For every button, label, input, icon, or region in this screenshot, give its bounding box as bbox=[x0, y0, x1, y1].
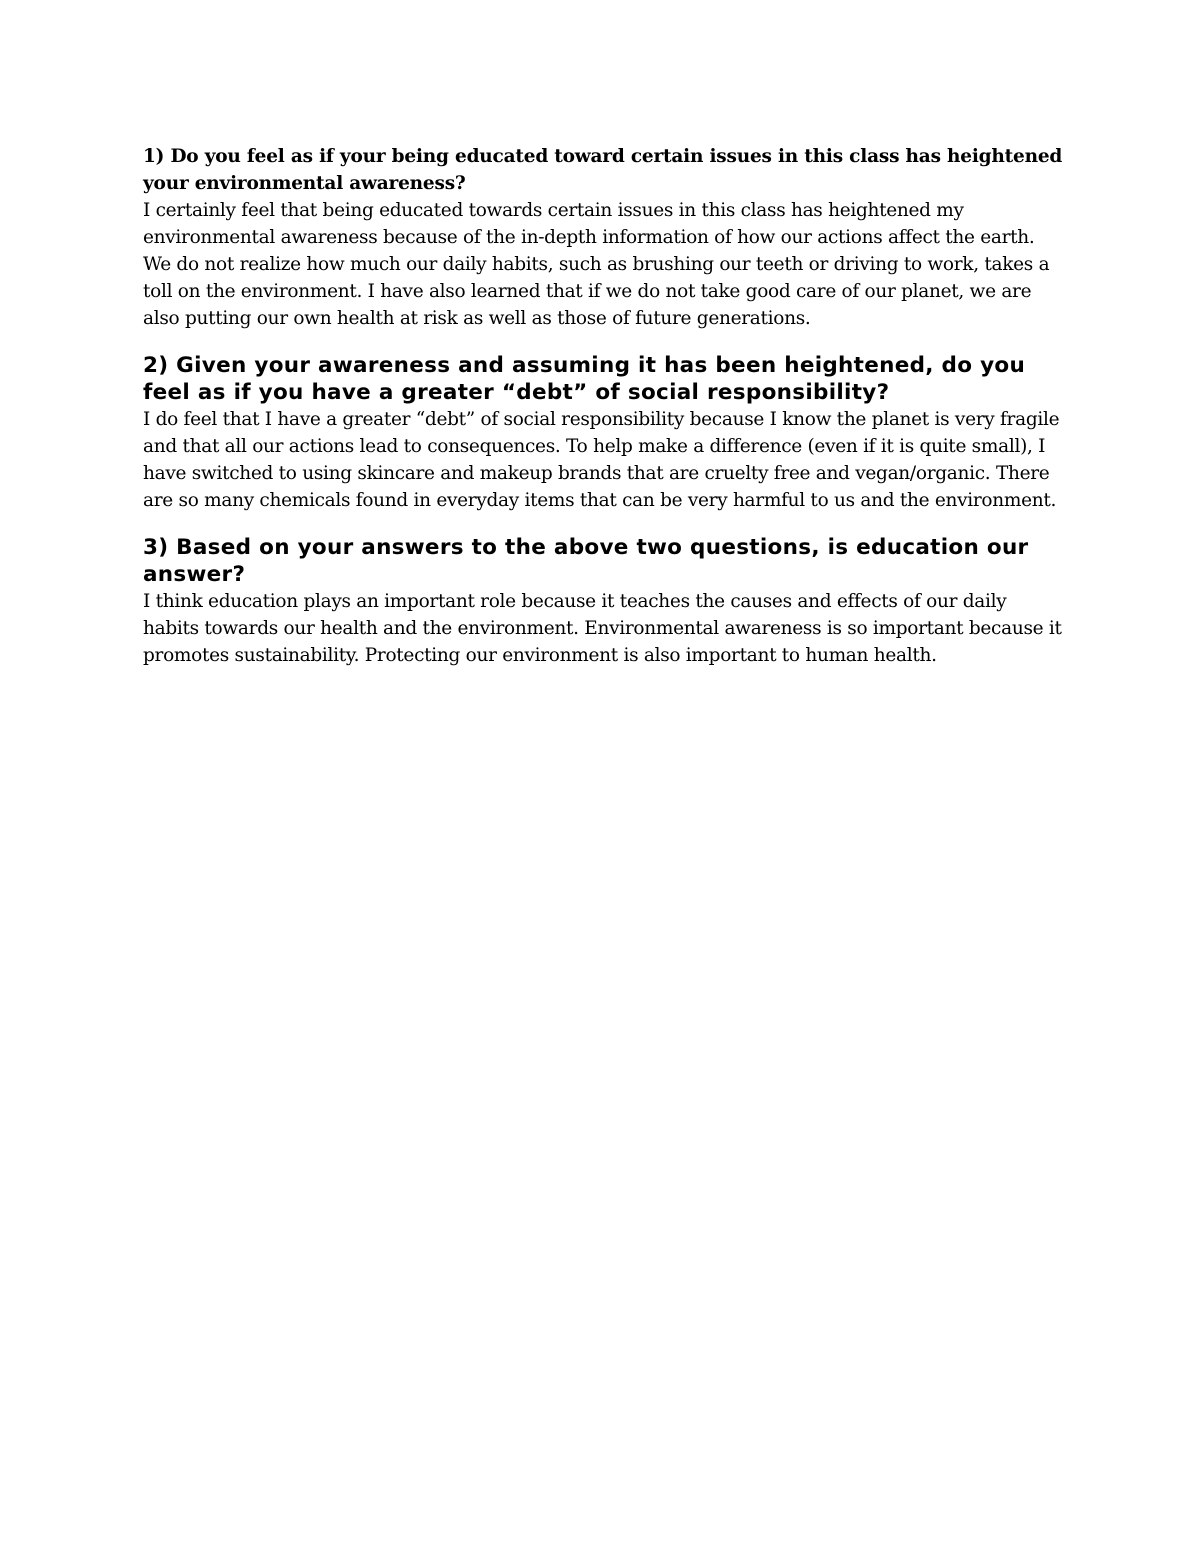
document-page bbox=[143, 143, 1063, 669]
answer-1-text: I certainly feel that being educated towards certain issues in this class has heightened my environmental awareness because of the in-depth information of how our actions affect the earth. We do not realize how much our daily habits, such as brushing our teeth or driving to work, takes a toll on the environment. I have also learned that if we do not take good care of our planet, we are also putting our own health at risk as well as those of future generations. bbox=[143, 200, 1050, 329]
answer-2-text: I do feel that I have a greater “debt” of social responsibility because I know the planet is very fragile and that all our actions lead to consequences. To help make a difference (even if it is quite small), I have switched to using skincare and makeup brands that are cruelty free and vegan/organic. There are so many chemicals found in everyday items that can be very harmful to us and the environment. bbox=[143, 409, 1060, 511]
answer-3-text: I think education plays an important role because it teaches the causes and effects of our daily habits towards our health and the environment. Environmental awareness is so important because it promotes sustainability. Protecting our environment is also important to human health. bbox=[143, 591, 1062, 666]
question-3-heading: 3) Based on your answers to the above two questions, is education our answer? bbox=[143, 535, 1029, 587]
question-section-2 bbox=[143, 352, 1063, 514]
question-1-heading: 1) Do you feel as if your being educated toward certain issues in this class has heightened your environmental awareness? bbox=[143, 146, 1063, 194]
question-section-1 bbox=[143, 143, 1063, 332]
question-section-3 bbox=[143, 534, 1063, 669]
question-2-heading: 2) Given your awareness and assuming it has been heightened, do you feel as if you have a greater “debt” of social responsibility? bbox=[143, 353, 1026, 405]
